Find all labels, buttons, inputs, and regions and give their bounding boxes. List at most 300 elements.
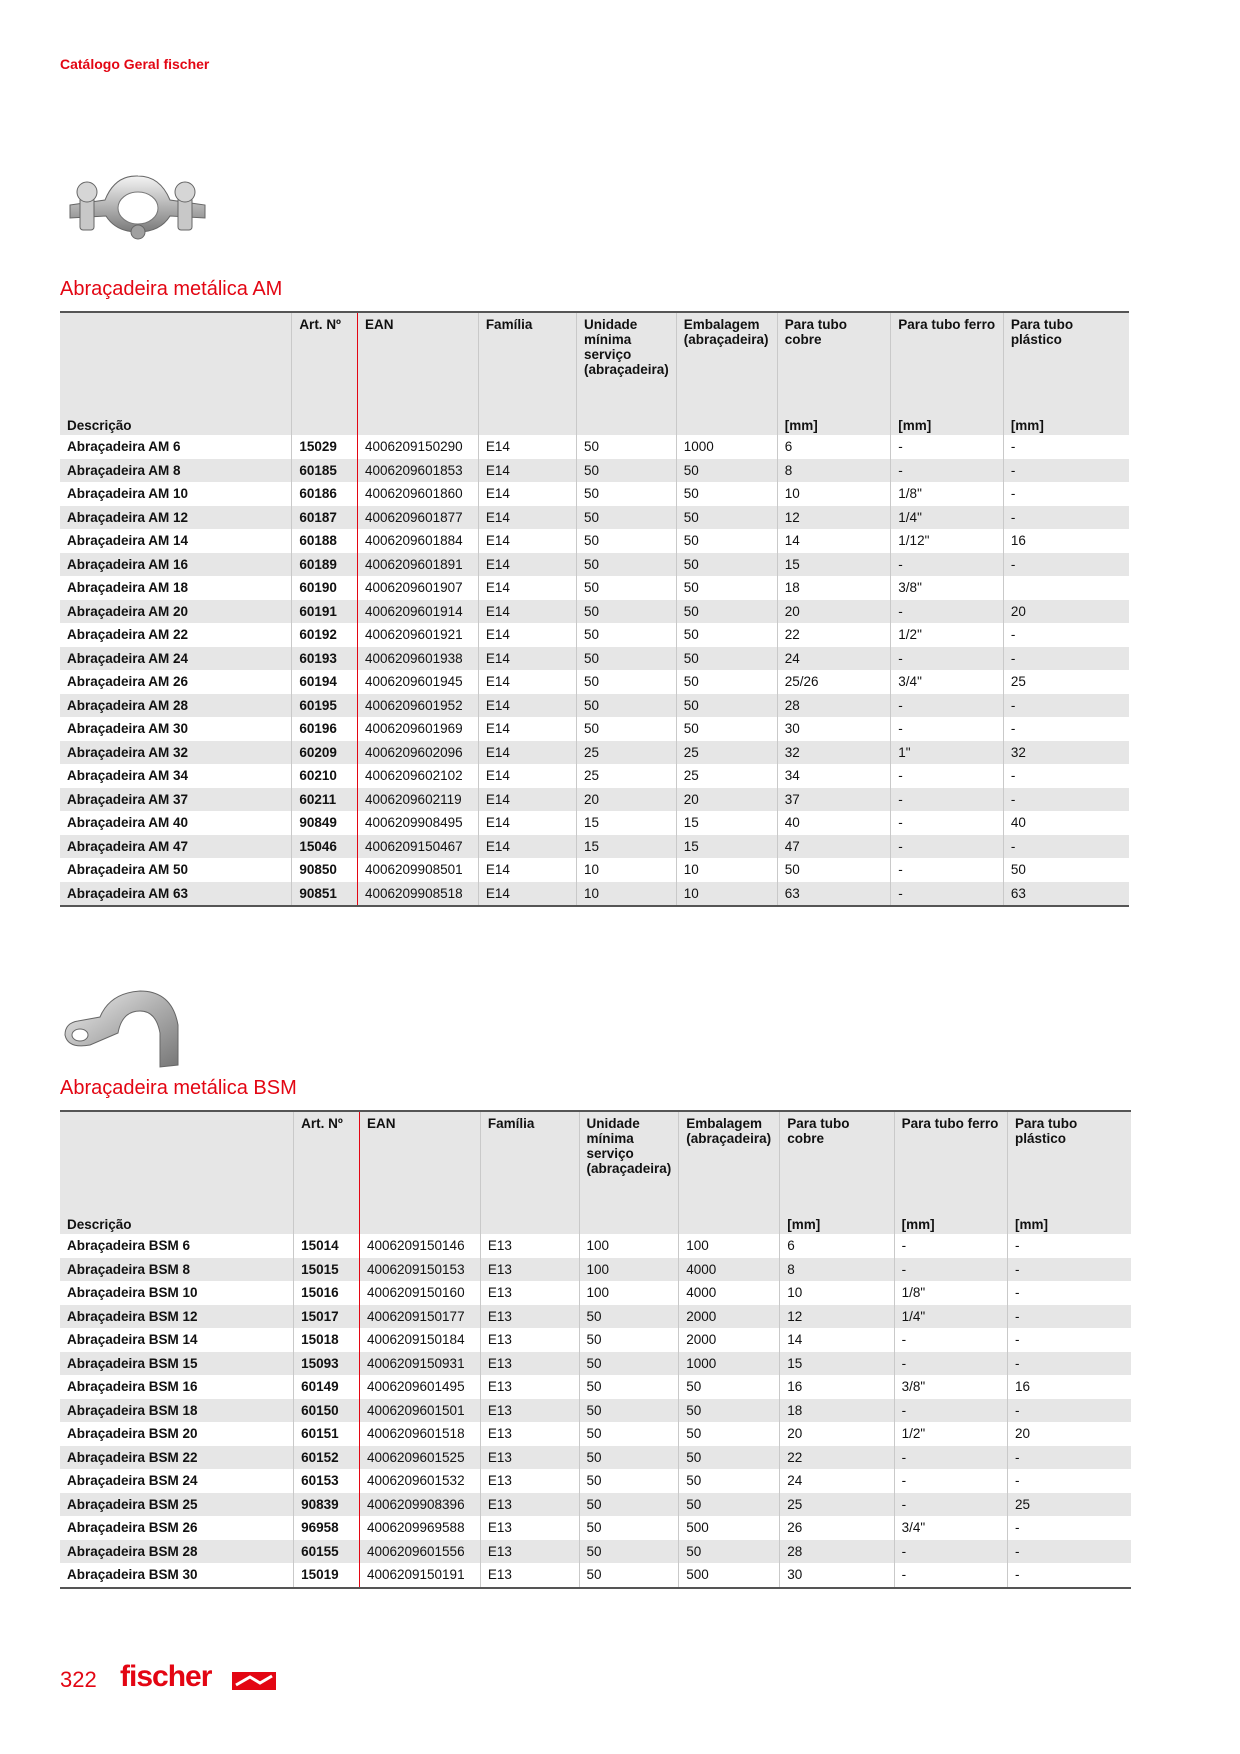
cell-tubo-ferro: - xyxy=(891,717,1004,741)
unit-cobre: [mm] xyxy=(777,412,891,435)
cell-ean: 4006209908501 xyxy=(358,858,479,882)
cell-descricao: Abraçadeira AM 18 xyxy=(60,576,292,600)
cell-embalagem: 20 xyxy=(676,788,777,812)
cell-familia: E13 xyxy=(480,1563,579,1588)
col-tubo-plastico: Para tubo plástico xyxy=(1003,312,1129,412)
cell-tubo-cobre: 30 xyxy=(777,717,891,741)
cell-embalagem: 50 xyxy=(676,553,777,577)
cell-embalagem: 50 xyxy=(679,1446,780,1470)
cell-unidade: 50 xyxy=(576,717,676,741)
cell-tubo-cobre: 18 xyxy=(780,1399,894,1423)
cell-embalagem: 50 xyxy=(676,717,777,741)
cell-unidade: 50 xyxy=(576,529,676,553)
cell-embalagem: 4000 xyxy=(679,1258,780,1282)
cell-tubo-cobre: 10 xyxy=(777,482,891,506)
cell-tubo-cobre: 26 xyxy=(780,1516,894,1540)
cell-embalagem: 2000 xyxy=(679,1305,780,1329)
cell-ean: 4006209969588 xyxy=(359,1516,480,1540)
cell-tubo-cobre: 22 xyxy=(777,623,891,647)
cell-unidade: 50 xyxy=(576,670,676,694)
unit-plastico: [mm] xyxy=(1003,412,1129,435)
col-art-no: Art. Nº xyxy=(294,1111,360,1211)
cell-art-no: 60185 xyxy=(292,459,358,483)
cell-embalagem: 100 xyxy=(679,1234,780,1258)
cell-unidade: 50 xyxy=(576,459,676,483)
cell-tubo-plastico: 40 xyxy=(1010,815,1026,830)
cell-ean: 4006209601914 xyxy=(358,600,479,624)
table-row xyxy=(60,1281,1131,1305)
col-embalagem: Embalagem (abraçadeira) xyxy=(679,1111,780,1211)
cell-tubo-cobre: 25/26 xyxy=(777,670,891,694)
cell-descricao: Abraçadeira BSM 28 xyxy=(60,1540,294,1564)
col-descricao: Descrição xyxy=(60,1211,294,1234)
cell-tubo-plastico: 32 xyxy=(1003,741,1129,765)
cell-unidade: 50 xyxy=(579,1493,679,1517)
cell-ean: 4006209601860 xyxy=(358,482,479,506)
col-tubo-ferro: Para tubo ferro xyxy=(894,1111,1007,1211)
cell-art-no: 96958 xyxy=(294,1516,360,1540)
cell-descricao: Abraçadeira BSM 15 xyxy=(60,1352,294,1376)
cell-tubo-cobre: 15 xyxy=(780,1352,894,1376)
spec-table-am xyxy=(60,311,1129,907)
table-row xyxy=(60,1493,1131,1517)
cell-art-no: 60188 xyxy=(292,529,358,553)
cell-descricao: Abraçadeira AM 10 xyxy=(60,482,292,506)
cell-tubo-cobre: 16 xyxy=(780,1375,894,1399)
cell-descricao: Abraçadeira BSM 18 xyxy=(60,1399,294,1423)
col-tubo-cobre: Para tubo cobre xyxy=(777,312,891,412)
cell-art-no: 60151 xyxy=(294,1422,360,1446)
cell-tubo-plastico xyxy=(1003,576,1129,600)
table-row xyxy=(60,1375,1131,1399)
cell-tubo-ferro: - xyxy=(891,788,1004,812)
cell-unidade: 50 xyxy=(579,1469,679,1493)
table-body-bsm xyxy=(60,1234,1131,1588)
cell-art-no: 90839 xyxy=(294,1493,360,1517)
col-ean: EAN xyxy=(359,1111,480,1211)
unit-cell xyxy=(294,1211,360,1234)
cell-unidade: 50 xyxy=(579,1305,679,1329)
cell-descricao: Abraçadeira AM 26 xyxy=(60,670,292,694)
cell-tubo-plastico: - xyxy=(1008,1352,1132,1376)
table-row xyxy=(60,1258,1131,1282)
cell-unidade: 20 xyxy=(576,788,676,812)
cell-embalagem: 1000 xyxy=(676,435,777,459)
cell-tubo-ferro: 1/2" xyxy=(894,1422,1007,1446)
cell-tubo-plastico: - xyxy=(1008,1540,1132,1564)
cell-ean: 4006209601938 xyxy=(358,647,479,671)
cell-familia: E14 xyxy=(478,882,576,907)
cell-familia: E13 xyxy=(480,1469,579,1493)
cell-ean: 4006209150177 xyxy=(359,1305,480,1329)
cell-tubo-ferro: 1/4" xyxy=(891,506,1004,530)
cell-ean: 4006209601891 xyxy=(358,553,479,577)
cell-descricao: Abraçadeira AM 63 xyxy=(60,882,292,907)
cell-art-no: 60211 xyxy=(292,788,358,812)
cell-ean: 4006209601884 xyxy=(358,529,479,553)
cell-tubo-ferro: - xyxy=(891,811,1004,835)
table-row xyxy=(60,1352,1131,1376)
cell-embalagem: 25 xyxy=(676,741,777,765)
cell-familia: E13 xyxy=(480,1258,579,1282)
cell-ean: 4006209150160 xyxy=(359,1281,480,1305)
cell-ean: 4006209908518 xyxy=(358,882,479,907)
cell-ean: 4006209601518 xyxy=(359,1422,480,1446)
cell-unidade: 50 xyxy=(576,576,676,600)
cell-tubo-cobre: 14 xyxy=(780,1328,894,1352)
cell-art-no: 90851 xyxy=(292,882,358,907)
cell-ean: 4006209150467 xyxy=(358,835,479,859)
table-row xyxy=(60,623,1129,647)
cell-embalagem: 50 xyxy=(679,1493,780,1517)
col-tubo-cobre: Para tubo cobre xyxy=(780,1111,894,1211)
cell-unidade: 50 xyxy=(579,1540,679,1564)
table-row xyxy=(60,529,1129,553)
cell-ean: 4006209150153 xyxy=(359,1258,480,1282)
cell-art-no: 15046 xyxy=(292,835,358,859)
cell-descricao: Abraçadeira AM 30 xyxy=(60,717,292,741)
table-row xyxy=(60,717,1129,741)
cell-familia: E13 xyxy=(480,1281,579,1305)
cell-tubo-ferro: - xyxy=(894,1328,1007,1352)
table-row xyxy=(60,1234,1131,1258)
unit-ferro: [mm] xyxy=(891,412,1004,435)
cell-unidade: 50 xyxy=(576,647,676,671)
cell-embalagem: 4000 xyxy=(679,1281,780,1305)
cell-unidade: 50 xyxy=(579,1399,679,1423)
cell-tubo-ferro: - xyxy=(891,694,1004,718)
cell-tubo-ferro: - xyxy=(891,858,1004,882)
cell-ean: 4006209150184 xyxy=(359,1328,480,1352)
table-row xyxy=(60,1422,1131,1446)
cell-descricao: Abraçadeira BSM 20 xyxy=(60,1422,294,1446)
cell-descricao: Abraçadeira AM 32 xyxy=(60,741,292,765)
cell-art-no: 60192 xyxy=(292,623,358,647)
cell-familia: E14 xyxy=(478,788,576,812)
col-descricao-top xyxy=(60,1111,294,1211)
cell-familia: E14 xyxy=(478,858,576,882)
cell-ean: 4006209150191 xyxy=(359,1563,480,1588)
cell-tubo-cobre: 8 xyxy=(777,459,891,483)
cell-ean: 4006209601952 xyxy=(358,694,479,718)
section-title-am: Abraçadeira metálica AM xyxy=(60,278,283,300)
cell-tubo-plastico: 50 xyxy=(1010,862,1026,877)
fischer-logo: fischer xyxy=(120,1660,212,1693)
cell-ean: 4006209601853 xyxy=(358,459,479,483)
cell-embalagem: 1000 xyxy=(679,1352,780,1376)
cell-art-no: 15019 xyxy=(294,1563,360,1588)
cell-ean: 4006209150146 xyxy=(359,1234,480,1258)
table-row xyxy=(60,459,1129,483)
cell-unidade: 50 xyxy=(579,1563,679,1588)
unit-cell xyxy=(576,412,676,435)
cell-unidade: 50 xyxy=(579,1422,679,1446)
cell-tubo-ferro: - xyxy=(891,459,1004,483)
cell-tubo-cobre: 18 xyxy=(777,576,891,600)
col-familia: Família xyxy=(480,1111,579,1211)
cell-tubo-ferro: 1/8" xyxy=(891,482,1004,506)
cell-embalagem: 50 xyxy=(679,1399,780,1423)
spec-table-bsm xyxy=(60,1110,1131,1589)
cell-unidade: 50 xyxy=(576,435,676,459)
cell-tubo-ferro: - xyxy=(894,1234,1007,1258)
col-ean: EAN xyxy=(358,312,479,412)
cell-tubo-plastico: - xyxy=(1015,1238,1020,1253)
cell-art-no: 60153 xyxy=(294,1469,360,1493)
unit-cell xyxy=(359,1211,480,1234)
cell-descricao: Abraçadeira AM 12 xyxy=(60,506,292,530)
cell-embalagem: 10 xyxy=(676,858,777,882)
cell-tubo-ferro: - xyxy=(891,764,1004,788)
cell-unidade: 15 xyxy=(576,811,676,835)
table-row xyxy=(60,553,1129,577)
cell-familia: E14 xyxy=(478,741,576,765)
cell-art-no: 60195 xyxy=(292,694,358,718)
cell-ean: 4006209602096 xyxy=(358,741,479,765)
cell-embalagem: 50 xyxy=(676,459,777,483)
cell-unidade: 100 xyxy=(579,1258,679,1282)
cell-unidade: 50 xyxy=(579,1516,679,1540)
cell-embalagem: 50 xyxy=(676,506,777,530)
cell-unidade: 15 xyxy=(576,835,676,859)
cell-descricao: Abraçadeira AM 8 xyxy=(60,459,292,483)
cell-tubo-plastico: - xyxy=(1010,627,1016,642)
cell-tubo-ferro: - xyxy=(891,647,1004,671)
table-row xyxy=(60,764,1129,788)
cell-familia: E13 xyxy=(480,1234,579,1258)
cell-tubo-cobre: 50 xyxy=(777,858,891,882)
cell-tubo-plastico: - xyxy=(1008,1563,1132,1588)
cell-ean: 4006209601907 xyxy=(358,576,479,600)
cell-embalagem: 2000 xyxy=(679,1328,780,1352)
cell-art-no: 60193 xyxy=(292,647,358,671)
cell-art-no: 60189 xyxy=(292,553,358,577)
table-row xyxy=(60,1446,1131,1470)
cell-descricao: Abraçadeira AM 34 xyxy=(60,764,292,788)
cell-unidade: 50 xyxy=(576,694,676,718)
cell-tubo-ferro: - xyxy=(894,1399,1007,1423)
col-unidade: Unidade mínima serviço (abraçadeira) xyxy=(576,312,676,412)
cell-familia: E14 xyxy=(478,694,576,718)
cell-tubo-plastico: - xyxy=(1008,1258,1132,1282)
table-row xyxy=(60,600,1129,624)
cell-tubo-cobre: 47 xyxy=(777,835,891,859)
cell-tubo-plastico: - xyxy=(1015,1473,1020,1488)
cell-ean: 4006209601969 xyxy=(358,717,479,741)
cell-art-no: 60155 xyxy=(294,1540,360,1564)
cell-ean: 4006209150931 xyxy=(359,1352,480,1376)
cell-art-no: 60196 xyxy=(292,717,358,741)
cell-ean: 4006209908495 xyxy=(358,811,479,835)
cell-tubo-cobre: 12 xyxy=(777,506,891,530)
cell-embalagem: 50 xyxy=(679,1422,780,1446)
cell-embalagem: 50 xyxy=(676,670,777,694)
cell-descricao: Abraçadeira AM 20 xyxy=(60,600,292,624)
cell-tubo-ferro: - xyxy=(894,1540,1007,1564)
cell-unidade: 50 xyxy=(579,1352,679,1376)
cell-unidade: 50 xyxy=(579,1446,679,1470)
cell-tubo-ferro: 3/4" xyxy=(891,670,1004,694)
cell-familia: E14 xyxy=(478,835,576,859)
cell-ean: 4006209908396 xyxy=(359,1493,480,1517)
cell-familia: E14 xyxy=(478,459,576,483)
cell-tubo-ferro: - xyxy=(894,1258,1007,1282)
cell-tubo-cobre: 20 xyxy=(780,1422,894,1446)
cell-tubo-plastico: 16 xyxy=(1010,533,1026,548)
cell-familia: E13 xyxy=(480,1352,579,1376)
table-row xyxy=(60,1540,1131,1564)
cell-tubo-cobre: 24 xyxy=(777,647,891,671)
cell-tubo-cobre: 14 xyxy=(777,529,891,553)
cell-tubo-ferro: 1/2" xyxy=(891,623,1004,647)
cell-tubo-cobre: 28 xyxy=(777,694,891,718)
cell-art-no: 60209 xyxy=(292,741,358,765)
cell-tubo-plastico: - xyxy=(1010,486,1016,501)
cell-tubo-plastico: - xyxy=(1003,506,1129,530)
unit-cell xyxy=(478,412,576,435)
cell-embalagem: 500 xyxy=(679,1516,780,1540)
cell-embalagem: 50 xyxy=(676,529,777,553)
cell-unidade: 25 xyxy=(576,741,676,765)
col-descricao-top xyxy=(60,312,292,412)
cell-art-no: 15029 xyxy=(292,435,358,459)
cell-tubo-cobre: 22 xyxy=(780,1446,894,1470)
cell-embalagem: 50 xyxy=(676,623,777,647)
cell-unidade: 50 xyxy=(579,1375,679,1399)
cell-tubo-plastico: - xyxy=(1003,553,1129,577)
col-descricao: Descrição xyxy=(60,412,292,435)
table-row xyxy=(60,576,1129,600)
section-title-bsm: Abraçadeira metálica BSM xyxy=(60,1077,297,1099)
cell-tubo-cobre: 34 xyxy=(777,764,891,788)
table-row xyxy=(60,647,1129,671)
clamp-am-image xyxy=(60,170,215,255)
cell-tubo-plastico: 16 xyxy=(1015,1379,1031,1394)
cell-art-no: 15018 xyxy=(294,1328,360,1352)
cell-embalagem: 25 xyxy=(676,764,777,788)
cell-tubo-plastico: - xyxy=(1010,439,1016,454)
cell-tubo-cobre: 15 xyxy=(777,553,891,577)
table-row xyxy=(60,858,1129,882)
unit-ferro: [mm] xyxy=(894,1211,1007,1234)
cell-ean: 4006209602119 xyxy=(358,788,479,812)
cell-descricao: Abraçadeira AM 37 xyxy=(60,788,292,812)
col-embalagem: Embalagem (abraçadeira) xyxy=(676,312,777,412)
cell-tubo-plastico: - xyxy=(1008,1446,1132,1470)
cell-art-no: 90849 xyxy=(292,811,358,835)
cell-tubo-plastico: - xyxy=(1003,694,1129,718)
cell-familia: E14 xyxy=(478,670,576,694)
cell-ean: 4006209601945 xyxy=(358,670,479,694)
cell-tubo-cobre: 28 xyxy=(780,1540,894,1564)
cell-familia: E14 xyxy=(478,529,576,553)
cell-familia: E14 xyxy=(478,623,576,647)
clamp-bsm-image xyxy=(60,985,185,1075)
cell-tubo-ferro: 1/8" xyxy=(894,1281,1007,1305)
cell-art-no: 60194 xyxy=(292,670,358,694)
cell-descricao: Abraçadeira BSM 30 xyxy=(60,1563,294,1588)
cell-tubo-cobre: 24 xyxy=(780,1469,894,1493)
table-row xyxy=(60,741,1129,765)
cell-art-no: 60187 xyxy=(292,506,358,530)
cell-tubo-cobre: 63 xyxy=(777,882,891,907)
cell-familia: E14 xyxy=(478,811,576,835)
cell-descricao: Abraçadeira AM 6 xyxy=(60,435,292,459)
cell-ean: 4006209601495 xyxy=(359,1375,480,1399)
cell-tubo-ferro: 1/12" xyxy=(891,529,1004,553)
cell-tubo-plastico: - xyxy=(1008,1399,1132,1423)
cell-unidade: 50 xyxy=(576,482,676,506)
cell-tubo-plastico: 20 xyxy=(1003,600,1129,624)
cell-art-no: 15093 xyxy=(294,1352,360,1376)
table-row xyxy=(60,835,1129,859)
cell-tubo-plastico: - xyxy=(1003,647,1129,671)
cell-familia: E14 xyxy=(478,647,576,671)
cell-unidade: 25 xyxy=(576,764,676,788)
col-art-no: Art. Nº xyxy=(292,312,358,412)
table-row xyxy=(60,1328,1131,1352)
cell-tubo-ferro: - xyxy=(894,1563,1007,1588)
cell-descricao: Abraçadeira BSM 16 xyxy=(60,1375,294,1399)
table-row xyxy=(60,506,1129,530)
cell-art-no: 15014 xyxy=(294,1234,360,1258)
cell-descricao: Abraçadeira BSM 12 xyxy=(60,1305,294,1329)
cell-embalagem: 500 xyxy=(679,1563,780,1588)
table-row xyxy=(60,882,1129,907)
cell-tubo-plastico: 63 xyxy=(1003,882,1129,907)
cell-familia: E14 xyxy=(478,600,576,624)
cell-descricao: Abraçadeira AM 40 xyxy=(60,811,292,835)
cell-art-no: 60149 xyxy=(294,1375,360,1399)
cell-familia: E14 xyxy=(478,553,576,577)
table-row xyxy=(60,1516,1131,1540)
cell-tubo-cobre: 32 xyxy=(777,741,891,765)
cell-ean: 4006209601525 xyxy=(359,1446,480,1470)
cell-unidade: 100 xyxy=(579,1234,679,1258)
cell-familia: E13 xyxy=(480,1493,579,1517)
cell-embalagem: 50 xyxy=(679,1375,780,1399)
table-row xyxy=(60,482,1129,506)
cell-descricao: Abraçadeira BSM 10 xyxy=(60,1281,294,1305)
cell-tubo-plastico: 25 xyxy=(1008,1493,1132,1517)
unit-cell xyxy=(579,1211,679,1234)
table-row xyxy=(60,1399,1131,1423)
table-row xyxy=(60,1563,1131,1588)
cell-embalagem: 50 xyxy=(676,576,777,600)
table-row xyxy=(60,788,1129,812)
cell-familia: E14 xyxy=(478,482,576,506)
cell-ean: 4006209601501 xyxy=(359,1399,480,1423)
cell-embalagem: 50 xyxy=(676,482,777,506)
catalog-header: Catálogo Geral fischer xyxy=(60,56,210,72)
unit-cobre: [mm] xyxy=(780,1211,894,1234)
cell-descricao: Abraçadeira AM 50 xyxy=(60,858,292,882)
unit-cell xyxy=(676,412,777,435)
cell-art-no: 15015 xyxy=(294,1258,360,1282)
cell-familia: E13 xyxy=(480,1328,579,1352)
cell-descricao: Abraçadeira BSM 8 xyxy=(60,1258,294,1282)
table-row xyxy=(60,1305,1131,1329)
cell-familia: E14 xyxy=(478,576,576,600)
cell-ean: 4006209601877 xyxy=(358,506,479,530)
cell-tubo-ferro: 3/8" xyxy=(891,576,1004,600)
cell-tubo-cobre: 10 xyxy=(780,1281,894,1305)
cell-tubo-cobre: 37 xyxy=(777,788,891,812)
cell-tubo-ferro: - xyxy=(894,1446,1007,1470)
fischer-logo-mark-icon xyxy=(232,1672,276,1690)
table-body-am xyxy=(60,435,1129,906)
cell-unidade: 10 xyxy=(576,882,676,907)
